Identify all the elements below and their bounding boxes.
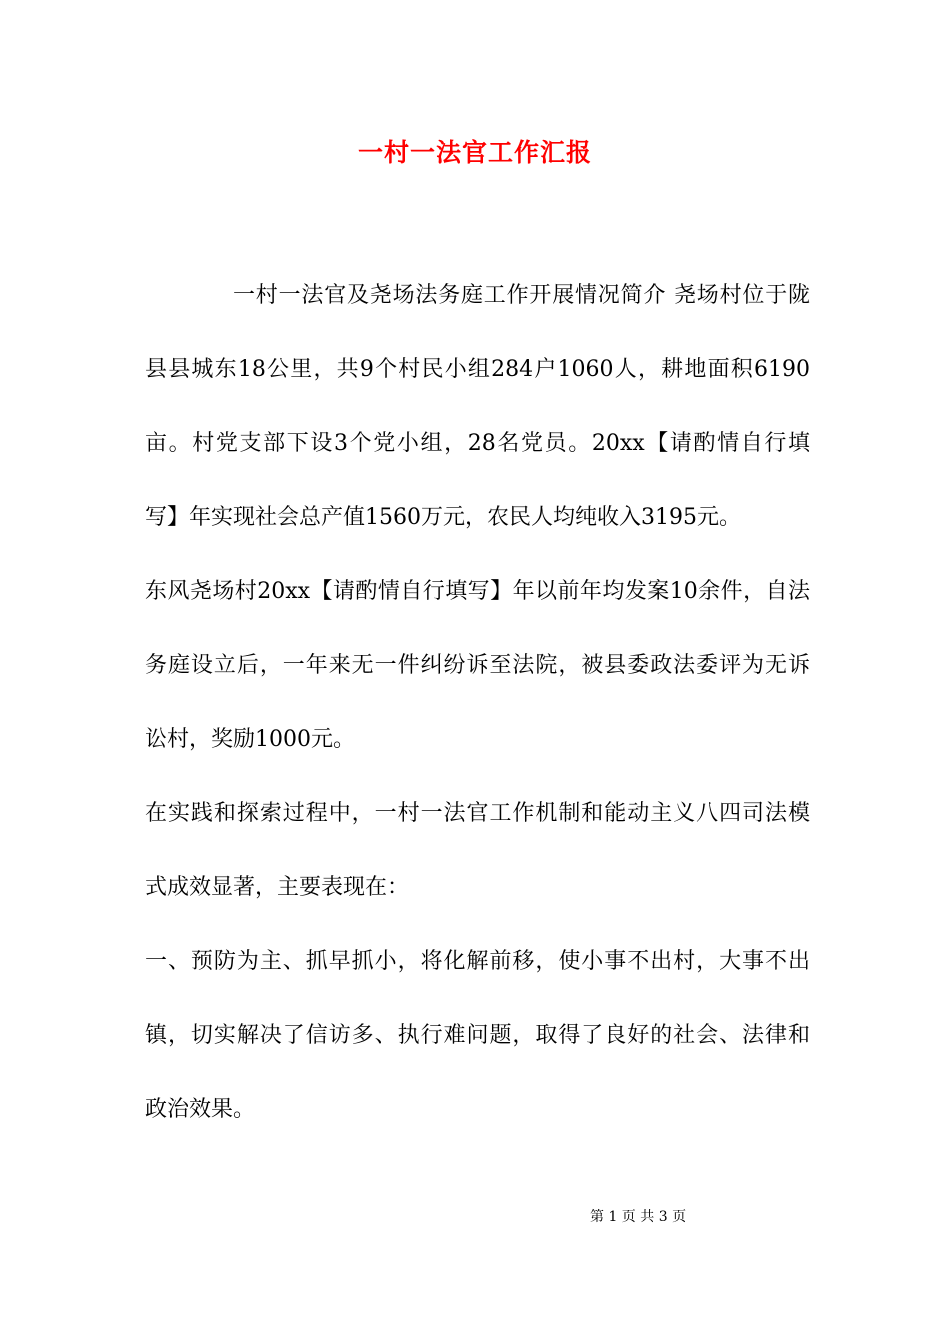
text-line: 一村一法官及尧场法务庭工作开展情况简介 尧场村位于陇 xyxy=(233,283,810,308)
text-line: 东风尧场村20xx【请酌情自行填写】年以前年均发案10余件，自法 xyxy=(145,579,810,604)
page-title: 一村一法官工作汇报 xyxy=(357,138,592,167)
text-line: 政治效果。 xyxy=(145,1097,256,1122)
text-line: 县县城东18公里，共9个村民小组284户1060人，耕地面积6190 xyxy=(145,357,810,382)
text-line: 讼村，奖励1000元。 xyxy=(145,727,355,752)
text-line: 镇，切实解决了信访多、执行难问题，取得了良好的社会、法律和 xyxy=(145,1023,810,1048)
text-line: 式成效显著，主要表现在： xyxy=(145,875,410,900)
text-line: 在实践和探索过程中，一村一法官工作机制和能动主义八四司法模 xyxy=(145,801,810,826)
text-line: 亩。村党支部下设3个党小组，28名党员。20xx【请酌情自行填 xyxy=(145,431,810,456)
page-number-footer: 第 1 页 共 3 页 xyxy=(590,1209,687,1225)
text-line: 一、预防为主、抓早抓小，将化解前移，使小事不出村，大事不出 xyxy=(145,949,810,974)
text-line: 务庭设立后，一年来无一件纠纷诉至法院，被县委政法委评为无诉 xyxy=(145,653,810,678)
text-line: 写】年实现社会总产值1560万元，农民人均纯收入3195元。 xyxy=(145,505,741,530)
